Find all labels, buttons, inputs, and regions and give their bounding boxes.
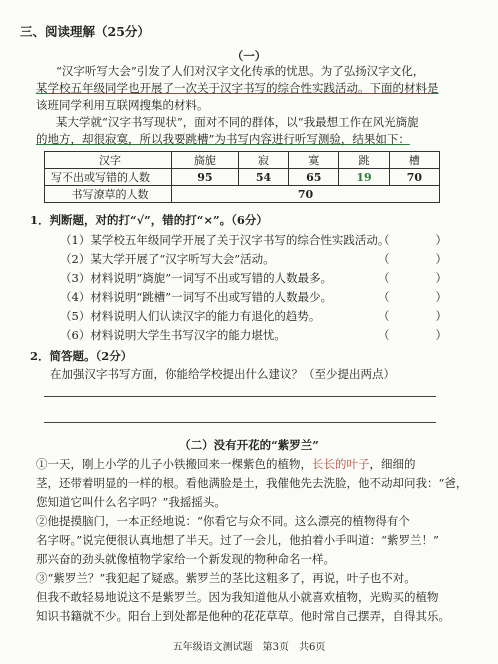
judgment-item: （3）材料说明“旖旎”一词写不出或写错的人数最多。	[60, 271, 333, 285]
judgment-item: （1）某学校五年级同学开展了关于汉字书写的综合性实践活动。	[60, 233, 390, 247]
page-footer: 五年级语文测试题 第3页 共6页	[172, 642, 326, 653]
table-cell: 70	[389, 169, 439, 186]
table-row	[45, 186, 440, 203]
passage-one-line-5: 的地方，却很寂寞，所以我要跳槽”为书写内容进行听写测验，结果如下：	[36, 132, 410, 146]
table-header-cell: 寂	[238, 152, 288, 169]
passage-two-line-4: ②他提摸脑门，一本正经地说：“你看它与众不同。这么漂亮的植物得有个	[36, 514, 410, 528]
table-header-cell: 寞	[289, 152, 339, 169]
table-cell: 70	[172, 186, 440, 203]
answer-blank[interactable]: （ ）	[378, 252, 447, 266]
passage-one-line-3: 该班同学利用互联网搜集的材料。	[36, 98, 209, 112]
passage-two-line-1: ①一天，刚上小学的儿子小铁搬回来一棵紫色的植物，长长的叶子，细细的	[36, 457, 416, 471]
passage-two-line-3: 您知道它叫什么名字吗？”我摇摇头。	[36, 495, 226, 509]
table-header-row	[45, 152, 440, 169]
question-2-title: 2．简答题。（2分）	[30, 349, 133, 363]
passage-one-line-2: 某学校五年级同学也开展了一次关于汉字书写的综合性实践活动。下面的材料是	[36, 81, 439, 95]
passage-two-line-6: 那兴奋的劲头就像植物学家给一个新发现的物种命名一样。	[36, 552, 335, 566]
table-cell: 95	[172, 169, 239, 186]
passage-two-line-2: 茎，还带着明显的一样的根。看他满脸是土，我催他先去洗脸，他不动却问我：“爸，	[36, 476, 468, 490]
passage-two-line-7: ③“紫罗兰？”我犯起了疑惑。紫罗兰的茎比这粗多了，再说，叶子也不对。	[36, 571, 416, 585]
answer-blank[interactable]: （ ）	[378, 290, 447, 304]
passage-two-line-5: 名字呀。”说完便很认真地想了半天。过了一会儿，他拍着小手叫道：“紫罗兰！”	[36, 533, 439, 547]
question-1-title: 1．判断题，对的打“√”，错的打“×”。（6分）	[30, 213, 268, 227]
judgment-item: （5）材料说明人们认读汉字的能力有退化的趋势。	[60, 309, 321, 323]
table-header-cell: 旖旎	[172, 152, 239, 169]
table-cell: 19	[339, 169, 389, 186]
table-cell: 54	[238, 169, 288, 186]
passage-one-line-1: “汉字听写大会”引发了人们对汉字文化传承的忧思。为了弘扬汉字文化，	[56, 64, 425, 78]
answer-line[interactable]	[44, 396, 436, 397]
table-header-cell: 跳	[339, 152, 389, 169]
answer-line[interactable]	[44, 422, 436, 423]
table-row	[45, 169, 440, 186]
answer-blank[interactable]: （ ）	[378, 328, 447, 342]
survey-table	[44, 151, 440, 203]
table-header-cell: 汉字	[45, 152, 172, 169]
passage-two-line-9: 知识书籍就不少。阳台上到处都是他种的花花草草。他时常自己摆弄，自得其乐。	[36, 609, 450, 623]
passage-two-line-8: 但我不敢轻易地说这不是紫罗兰。因为我知道他从小就喜欢植物，光购买的植物	[36, 590, 439, 604]
passage-one-line-4: 某大学就“汉字书写现状”，面对不同的群体，以“我最想工作在风光旖旎	[56, 115, 419, 129]
table-header-cell: 槽	[389, 152, 439, 169]
judgment-item: （4）材料说明“跳槽”一词写不出或写错的人数最少。	[60, 290, 333, 304]
question-2-prompt: 在加强汉字书写方面，你能给学校提出什么建议？（至少提出两点）	[50, 367, 395, 381]
table-cell: 65	[289, 169, 339, 186]
judgment-item: （6）材料说明大学生书写汉字的能力堪忧。	[60, 328, 286, 342]
section-heading: 三、阅读理解（25分）	[20, 24, 150, 39]
answer-blank[interactable]: （ ）	[378, 233, 447, 247]
passage-two-title: （二）没有开花的“紫罗兰”	[179, 438, 319, 452]
judgment-item: （2）某大学开展了“汉字听写大会”活动。	[60, 252, 275, 266]
table-row-label: 书写潦草的人数	[45, 186, 172, 203]
answer-blank[interactable]: （ ）	[378, 271, 447, 285]
passage-one-number: （一）	[231, 49, 267, 63]
table-row-label: 写不出或写错的人数	[45, 169, 172, 186]
answer-blank[interactable]: （ ）	[378, 309, 447, 323]
